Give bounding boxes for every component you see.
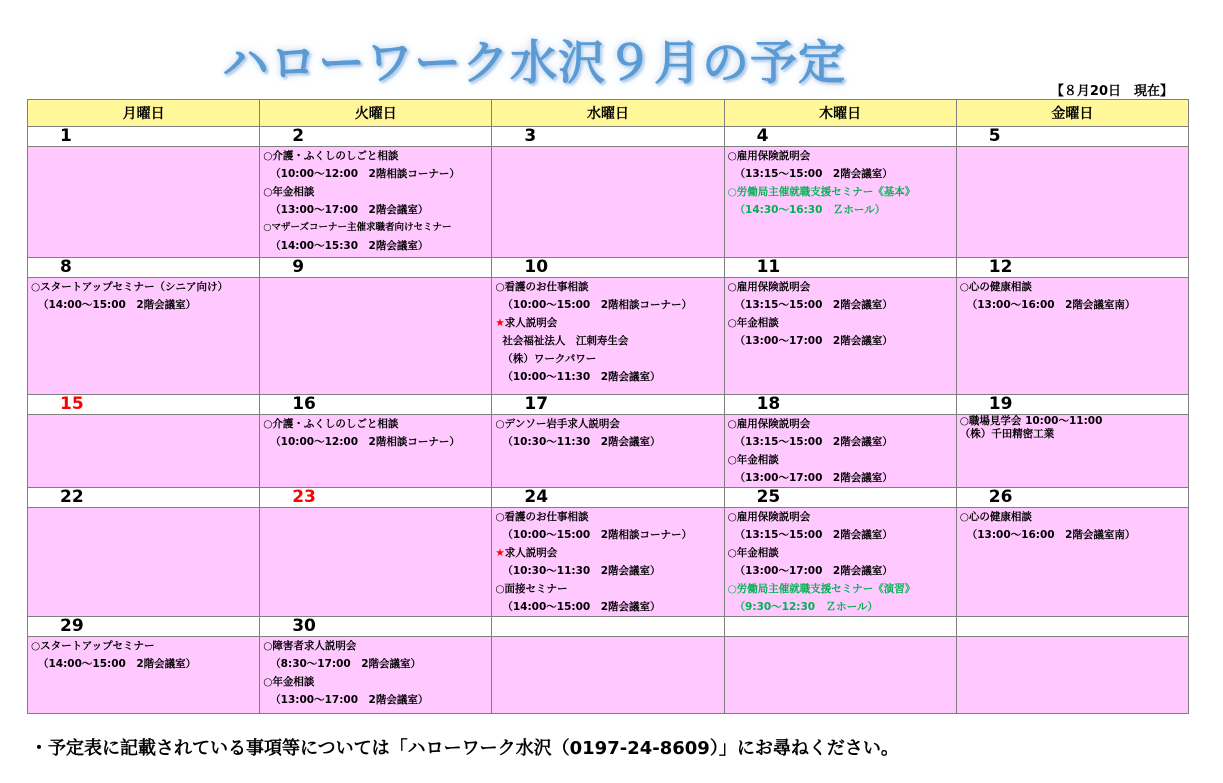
event-line [725, 469, 956, 487]
day-events [28, 415, 260, 488]
day-events [724, 637, 956, 714]
event-text: ○職場見学会 10:00～11:00 [959, 415, 1103, 427]
event-text: 社会福祉法人 江刺寿生会 [502, 335, 629, 347]
day-events [724, 147, 956, 258]
event-text: ○心の健康相談 [959, 281, 1032, 293]
event-line [725, 451, 956, 469]
event-text: （13:00～17:00 2階会議室） [734, 335, 893, 347]
event-line [492, 562, 723, 580]
event-line [260, 165, 491, 183]
event-line [260, 433, 491, 451]
event-line [725, 201, 956, 219]
event-line [725, 314, 956, 332]
day-number [724, 617, 956, 637]
event-text: ○看護のお仕事相談 [495, 511, 589, 523]
week-date-row [28, 488, 1189, 508]
event-text: （13:00～17:00 2階会議室） [270, 204, 429, 216]
header-friday: 金曜日 [956, 100, 1188, 127]
day-number: 11 [724, 258, 956, 278]
page-title: ハローワーク水沢９月の予定 [222, 36, 846, 91]
day-number: 9 [260, 258, 492, 278]
day-number: 5 [956, 127, 1188, 147]
event-text: ○看護のお仕事相談 [495, 281, 589, 293]
event-text: ○スタートアップセミナー [31, 640, 155, 652]
day-number: 22 [28, 488, 260, 508]
event-text: ○年金相談 [727, 547, 779, 559]
event-text: ○年金相談 [263, 676, 315, 688]
header-wednesday: 水曜日 [492, 100, 724, 127]
event-text: （13:15～15:00 2階会議室） [734, 299, 893, 311]
day-events [28, 147, 260, 258]
event-text: ○年金相談 [263, 186, 315, 198]
event-line [725, 433, 956, 451]
event-text: （13:00～17:00 2階会議室） [270, 694, 429, 706]
event-text: （10:00～12:00 2階相談コーナー） [270, 168, 460, 180]
day-number: 30 [260, 617, 492, 637]
event-line [260, 655, 491, 673]
event-text: ○雇用保険説明会 [727, 511, 811, 523]
star-icon: ★ [495, 547, 505, 559]
event-text: （13:00～17:00 2階会議室） [734, 472, 893, 484]
day-events [956, 147, 1188, 258]
event-line [260, 219, 491, 237]
event-text: ○介護・ふくしのしごと相談 [263, 418, 399, 430]
week-events-row [28, 508, 1189, 617]
event-line [260, 637, 491, 655]
day-number: 17 [492, 395, 724, 415]
event-text: （8:30～17:00 2階会議室） [270, 658, 422, 670]
event-text: （14:00～15:00 2階会議室） [38, 299, 197, 311]
event-line [260, 415, 491, 433]
day-events [492, 415, 724, 488]
event-text: ○スタートアップセミナー（シニア向け） [31, 281, 229, 293]
day-events [956, 637, 1188, 714]
event-text: ○マザーズコーナー主催求職者向けセミナー [263, 222, 452, 233]
event-text: （13:15～15:00 2階会議室） [734, 529, 893, 541]
day-events [260, 415, 492, 488]
event-line [492, 350, 723, 368]
day-number: 25 [724, 488, 956, 508]
event-line [725, 526, 956, 544]
event-line [957, 296, 1188, 314]
day-number: 16 [260, 395, 492, 415]
event-text: ○雇用保険説明会 [727, 150, 811, 162]
event-line [725, 580, 956, 598]
event-text: ○面接セミナー [495, 583, 568, 595]
day-number: 1 [28, 127, 260, 147]
day-number: 18 [724, 395, 956, 415]
day-number [956, 617, 1188, 637]
day-number: 24 [492, 488, 724, 508]
event-text: ○雇用保険説明会 [727, 281, 811, 293]
day-events [956, 415, 1188, 488]
event-line [957, 278, 1188, 296]
day-events [724, 508, 956, 617]
day-number: 12 [956, 258, 1188, 278]
contact-note: ・予定表に記載されている事項等については「ハローワーク水沢（0197-24-8609）」にお尋ねください。 [30, 738, 899, 759]
event-line [725, 332, 956, 350]
weekday-header-row [28, 100, 1189, 127]
event-line [260, 201, 491, 219]
day-events [28, 278, 260, 395]
day-number: 8 [28, 258, 260, 278]
day-number: 2 [260, 127, 492, 147]
day-events [492, 278, 724, 395]
day-events [260, 508, 492, 617]
day-number: 15 [28, 395, 260, 415]
header-thursday: 木曜日 [724, 100, 956, 127]
week-date-row [28, 127, 1189, 147]
event-line [492, 526, 723, 544]
event-line [725, 165, 956, 183]
event-text: ○年金相談 [727, 454, 779, 466]
event-text: （10:00～15:00 2階相談コーナー） [502, 529, 693, 541]
event-line [957, 508, 1188, 526]
event-line [492, 332, 723, 350]
event-line [492, 278, 723, 296]
event-line [725, 296, 956, 314]
week-events-row [28, 278, 1189, 395]
day-events [260, 637, 492, 714]
event-line [725, 183, 956, 201]
event-line [492, 580, 723, 598]
event-text: ○デンソー岩手求人説明会 [495, 418, 620, 430]
day-events [956, 508, 1188, 617]
week-events-row [28, 415, 1189, 488]
event-text: （株）千田精密工業 [959, 428, 1055, 440]
event-text: （13:00～17:00 2階会議室） [734, 565, 893, 577]
event-line [725, 544, 956, 562]
day-number: 19 [956, 395, 1188, 415]
week-events-row [28, 147, 1189, 258]
event-text: （株）ワークパワー [502, 353, 597, 365]
event-text: ○障害者求人説明会 [263, 640, 357, 652]
event-line [725, 278, 956, 296]
event-line [492, 598, 723, 616]
event-line [957, 428, 1188, 441]
schedule-calendar [27, 99, 1189, 714]
week-date-row [28, 617, 1189, 637]
event-line [492, 368, 723, 386]
event-line [492, 433, 723, 451]
day-events [260, 278, 492, 395]
event-text: （14:00～15:30 2階会議室） [270, 240, 429, 252]
day-number: 29 [28, 617, 260, 637]
week-date-row [28, 395, 1189, 415]
week-events-row [28, 637, 1189, 714]
event-text: （14:00～15:00 2階会議室） [502, 601, 661, 613]
event-line [725, 147, 956, 165]
day-events [724, 278, 956, 395]
event-line [260, 147, 491, 165]
as-of-date: 【８月20日 現在】 [1050, 84, 1173, 99]
day-events [28, 637, 260, 714]
day-number: 4 [724, 127, 956, 147]
event-line [28, 637, 259, 655]
day-events [28, 508, 260, 617]
event-line [260, 237, 491, 255]
day-number: 23 [260, 488, 492, 508]
event-line [492, 314, 723, 332]
event-text: （13:15～15:00 2階会議室） [734, 168, 893, 180]
event-line [492, 544, 723, 562]
event-text: 求人説明会 [504, 547, 558, 559]
event-line [260, 691, 491, 709]
event-text: ○労働局主催就職支援セミナー《演習》 [727, 583, 916, 595]
day-number: 10 [492, 258, 724, 278]
event-line [260, 183, 491, 201]
event-line [957, 415, 1188, 428]
event-text: （10:00～12:00 2階相談コーナー） [270, 436, 460, 448]
event-line [28, 655, 259, 673]
event-text: （14:30～16:30 Ｚホール） [734, 204, 886, 216]
event-text: （10:00～11:30 2階会議室） [502, 371, 661, 383]
event-line [260, 673, 491, 691]
event-line [725, 598, 956, 616]
event-line [957, 526, 1188, 544]
event-text: （13:00～16:00 2階会議室南） [966, 299, 1136, 311]
event-text: （10:00～15:00 2階相談コーナー） [502, 299, 693, 311]
star-icon: ★ [495, 317, 505, 329]
event-line [725, 415, 956, 433]
event-text: 求人説明会 [504, 317, 558, 329]
event-line [28, 296, 259, 314]
event-text: （13:00～16:00 2階会議室南） [966, 529, 1136, 541]
day-events [260, 147, 492, 258]
event-line [492, 415, 723, 433]
event-text: ○心の健康相談 [959, 511, 1032, 523]
event-text: （9:30～12:30 Ｚホール） [734, 601, 878, 613]
event-line [725, 562, 956, 580]
day-events [492, 637, 724, 714]
event-text: ○年金相談 [727, 317, 779, 329]
day-number: 26 [956, 488, 1188, 508]
header-tuesday: 火曜日 [260, 100, 492, 127]
event-text: （13:15～15:00 2階会議室） [734, 436, 893, 448]
day-events [492, 508, 724, 617]
event-text: （10:30～11:30 2階会議室） [502, 565, 661, 577]
event-line [492, 296, 723, 314]
event-text: ○労働局主催就職支援セミナー《基本》 [727, 186, 916, 198]
event-line [725, 508, 956, 526]
event-text: （10:30～11:30 2階会議室） [502, 436, 661, 448]
week-date-row [28, 258, 1189, 278]
day-events [492, 147, 724, 258]
header-monday: 月曜日 [28, 100, 260, 127]
event-line [28, 278, 259, 296]
day-events [724, 415, 956, 488]
event-text: （14:00～15:00 2階会議室） [38, 658, 197, 670]
day-number: 3 [492, 127, 724, 147]
day-events [956, 278, 1188, 395]
day-number [492, 617, 724, 637]
event-text: ○介護・ふくしのしごと相談 [263, 150, 399, 162]
event-text: ○雇用保険説明会 [727, 418, 811, 430]
event-line [492, 508, 723, 526]
